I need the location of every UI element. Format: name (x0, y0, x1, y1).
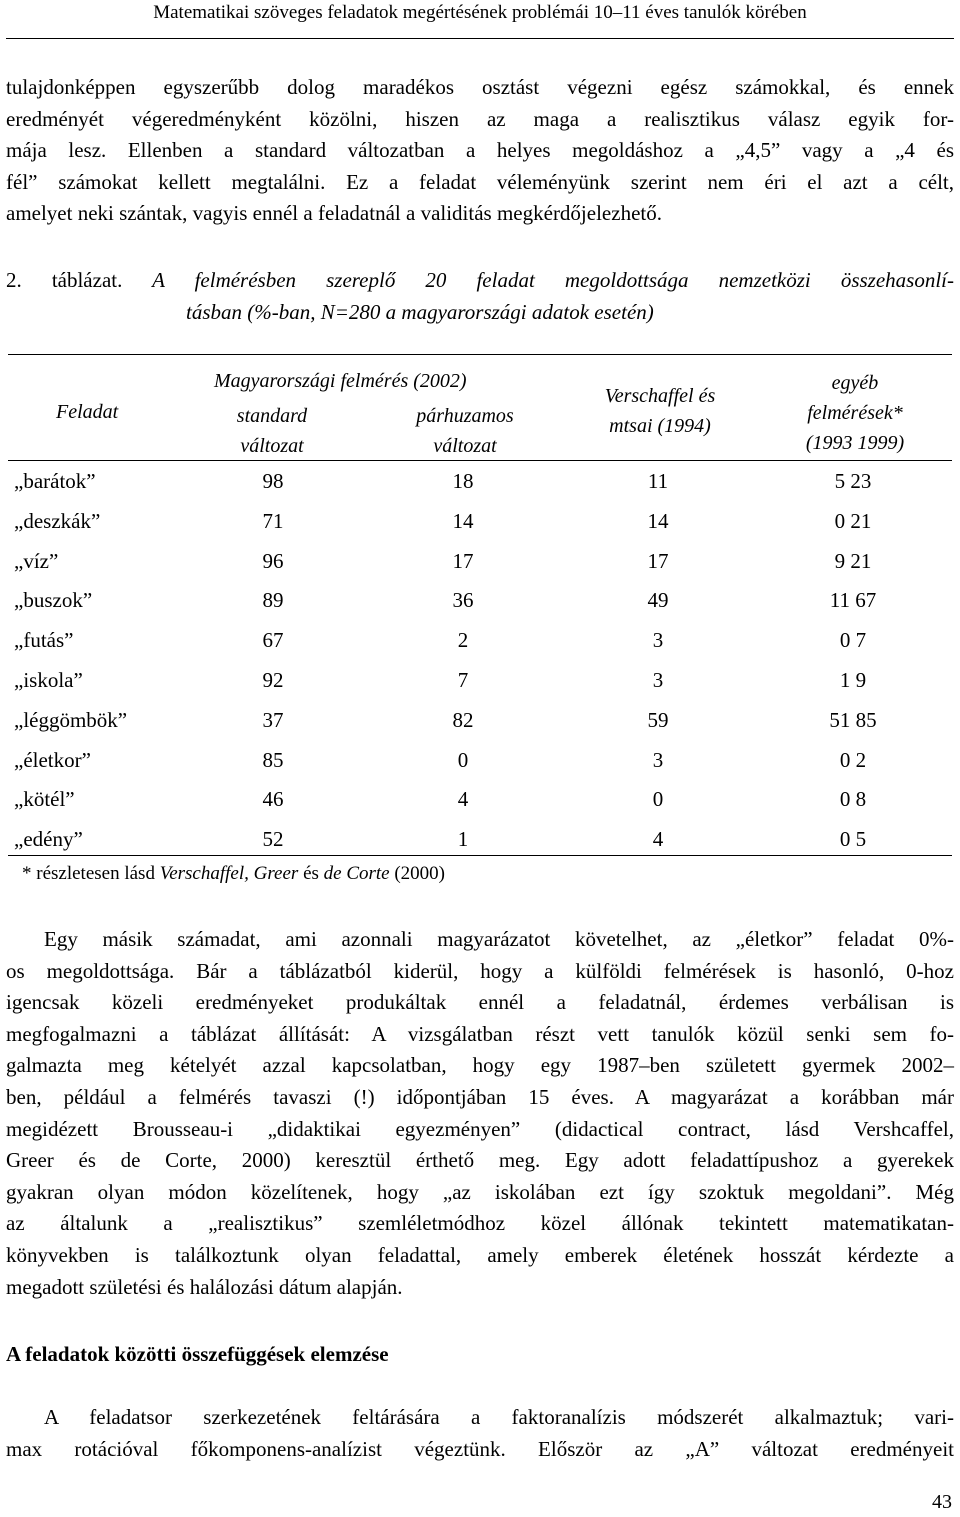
other-range: 1 9 (839, 667, 867, 692)
text-line: amelyet neki szántak, vagyis ennél a feladatnál a validitás megkérdőjelezhető. (6, 201, 662, 226)
other-range: 51 85 (829, 707, 877, 732)
text-line: max rotációval főkomponens-analízist végeztünk. Először az „A” változat eredményeit (6, 1436, 954, 1461)
task-name: „edény” (14, 827, 83, 852)
task-name: „buszok” (14, 588, 93, 613)
table-row (8, 779, 952, 819)
parallel-value: 0 (457, 747, 469, 772)
verschaffel-value: 0 (652, 787, 664, 812)
verschaffel-value: 11 (647, 469, 669, 493)
table-caption-line-2: tásban (%-ban, N=280 a magyarországi adatok esetén) (186, 300, 654, 324)
table-row (8, 461, 952, 501)
standard-value: 37 (262, 707, 284, 732)
parallel-value: 36 (452, 588, 474, 613)
task-name: „életkor” (14, 747, 91, 772)
task-name: „iskola” (14, 667, 83, 692)
other-range: 9 21 (834, 548, 872, 573)
text-line: az általunk a „realisztikus” szemléletmódhoz közel állónak tekintett matematikatan- (6, 1211, 954, 1236)
verschaffel-value: 3 (652, 667, 664, 692)
running-header: Matematikai szöveges feladatok megértésének problémái 10–11 éves tanulók körében (153, 2, 807, 23)
table-row (8, 660, 952, 700)
text-line: megidézett Brousseau-i „didaktikai egyezményen” (didactical contract, lásd Vershcaffel, (6, 1116, 954, 1141)
paragraph-2 (6, 924, 954, 1303)
text-line: Greer és de Corte, 2000) keresztül érthető meg. Egy adott feladattípushoz a gyerekek (6, 1148, 954, 1173)
text-line: galmazta meg kételyét azzal kapcsolatban, hogy egy 1987–ben született gyermek 2002– (6, 1053, 954, 1078)
parallel-value: 4 (457, 787, 469, 812)
page-number: 43 (932, 1491, 952, 1513)
standard-value: 85 (262, 747, 284, 772)
paragraph-3 (6, 1402, 954, 1465)
standard-value: 52 (262, 827, 284, 852)
section-title: A feladatok közötti összefüggések elemzése (6, 1342, 389, 1366)
text-line: tulajdonképpen egyszerűbb dolog maradékos osztást végezni egész számokkal, és ennek (6, 75, 954, 99)
other-range: 0 21 (834, 508, 872, 533)
parallel-value: 82 (452, 707, 474, 732)
verschaffel-value: 3 (652, 747, 664, 772)
paragraph-1 (6, 72, 954, 230)
other-range: 0 7 (839, 628, 867, 653)
text-line: eredményét végeredményként közölni, hiszen az maga a realisztikus válasz egyik for- (6, 106, 954, 131)
parallel-value: 14 (452, 508, 474, 533)
table-caption-label: 2. táblázat. (6, 268, 123, 292)
table-row (8, 819, 952, 859)
standard-value: 92 (262, 667, 284, 692)
text-line: megadott születési és halálozási dátum alapján. (6, 1274, 403, 1299)
text-line: mája lesz. Ellenben a standard változatban a helyes megoldáshoz a „4,5” vagy a „4 és (6, 138, 954, 163)
verschaffel-value: 17 (647, 548, 669, 573)
standard-value: 71 (262, 508, 284, 533)
task-name: „léggömbök” (14, 707, 128, 732)
header-egyeb: egyéb felmérések* (1993 1999) (805, 372, 905, 454)
task-name: „víz” (14, 548, 59, 573)
parallel-value: 7 (457, 667, 469, 692)
other-range: 0 8 (839, 787, 867, 812)
table-row (8, 740, 952, 780)
parallel-value: 17 (452, 548, 474, 573)
table-body (8, 461, 952, 859)
other-range: 0 5 (839, 827, 867, 852)
task-name: „barátok” (14, 469, 96, 493)
other-range: 0 2 (839, 747, 867, 772)
table-row (8, 501, 952, 541)
verschaffel-value: 4 (652, 827, 664, 852)
standard-value: 89 (262, 588, 284, 613)
text-line: igencsak közeli eredményeket produkáltak ennél a feladatnál, érdemes verbálisan is (6, 990, 954, 1015)
verschaffel-value: 3 (652, 628, 664, 653)
text-line: ben, például a felmérés tavaszi (!) időpontjában 15 éves. A magyarázat a korábban már (6, 1084, 954, 1109)
header-standard: standard változat (236, 405, 308, 457)
text-line: os megoldottsága. Bár a táblázatból kiderül, hogy a külföldi felmérések is hasonló, 0-hoz (6, 958, 954, 983)
parallel-value: 2 (457, 628, 469, 653)
standard-value: 67 (262, 628, 284, 653)
verschaffel-value: 59 (647, 707, 669, 732)
parallel-value: 18 (452, 469, 474, 493)
task-name: „kötél” (14, 787, 75, 812)
header-verschaffel: Verschaffel és mtsai (1994) (604, 385, 716, 437)
table-row (8, 620, 952, 660)
other-range: 5 23 (834, 469, 872, 493)
table-caption (6, 264, 954, 328)
text-line: A feladatsor szerkezetének feltárására a faktoranalízis módszerét alkalmaztuk; vari- (44, 1405, 954, 1429)
verschaffel-value: 49 (647, 588, 669, 613)
header-parhuzamos: párhuzamos változat (416, 405, 514, 457)
task-name: „deszkák” (14, 508, 101, 533)
standard-value: 98 (262, 469, 284, 493)
table-row (8, 580, 952, 620)
table-footnote: * részletesen lásd Verschaffel, Greer és de Corte (2000) (22, 863, 446, 884)
text-line: gyakran olyan módon közelítenek, hogy „az iskolában ezt így szoktuk megoldani”. Még (6, 1179, 954, 1204)
header-hungarian-survey: Magyarországi felmérés (2002) (214, 370, 467, 392)
text-line: megfogalmazni a táblázat állítását: A vizsgálatban részt vett tanulók közül senki sem fo- (6, 1021, 954, 1046)
table-caption-line-1: A felmérésben szereplő 20 feladat megoldottsága nemzetközi összehasonlí- (152, 268, 954, 292)
header-feladat: Feladat (56, 401, 119, 423)
text-line: fél” számokat kellett megtalálni. Ez a feladat véleményünk szerint nem éri el azt a célt, (6, 169, 954, 194)
standard-value: 46 (262, 787, 284, 812)
text-line: könyvekben is találkoztunk olyan feladattal, amely emberek életének hosszát kérdezte a (6, 1242, 954, 1267)
other-range: 11 67 (829, 588, 877, 613)
header-rule (6, 38, 954, 39)
standard-value: 96 (262, 548, 284, 573)
table-row (8, 700, 952, 740)
task-name: „futás” (14, 628, 74, 653)
parallel-value: 1 (457, 827, 469, 852)
verschaffel-value: 14 (647, 508, 669, 533)
text-line: Egy másik számadat, ami azonnali magyarázatot követelhet, az „életkor” feladat 0%- (44, 927, 954, 951)
table-row (8, 541, 952, 581)
